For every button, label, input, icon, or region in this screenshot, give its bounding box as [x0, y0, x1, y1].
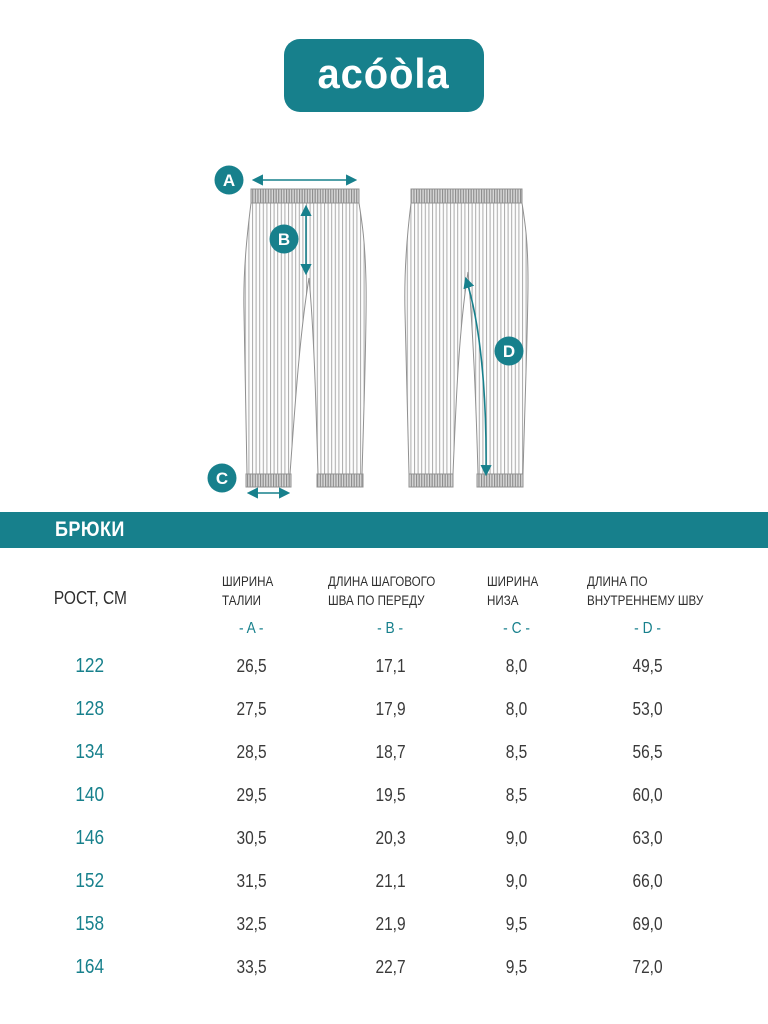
brand-logo	[284, 39, 484, 112]
header-d-line2: ВНУТРЕННЕМУ ШВУ	[586, 593, 704, 608]
value-cell: 8,0	[505, 699, 528, 719]
size-cell: 158	[75, 913, 105, 935]
value-cell: 22,7	[375, 957, 406, 977]
table-row	[0, 860, 768, 903]
size-cell: 128	[75, 698, 105, 720]
value-cell: 28,5	[236, 742, 267, 762]
pants-front-view	[244, 189, 366, 487]
value-cell: 72,0	[632, 957, 663, 977]
header-c-line2: НИЗА	[486, 593, 519, 608]
value-cell: 19,5	[375, 785, 406, 805]
pants-front-waistband	[251, 189, 359, 203]
pants-front-left-cuff	[246, 474, 291, 487]
size-cell: 146	[75, 827, 105, 849]
column-header-d	[586, 572, 720, 612]
table-rows	[0, 645, 768, 989]
value-cell: 33,5	[236, 957, 267, 977]
value-cell: 26,5	[236, 656, 267, 676]
value-cell: 20,3	[375, 828, 406, 848]
value-cell: 18,7	[375, 742, 406, 762]
pants-back-left-cuff	[409, 474, 453, 487]
size-table	[0, 548, 768, 989]
table-letter-row	[0, 612, 768, 645]
column-header-rost: РОСТ, СМ	[53, 588, 127, 608]
label-letter-d: D	[502, 342, 516, 362]
label-letter-a: A	[222, 171, 236, 191]
value-cell: 66,0	[632, 871, 663, 891]
value-cell: 9,5	[505, 914, 528, 934]
header-a-line2: ТАЛИИ	[221, 593, 261, 608]
label-letter-c: C	[215, 469, 229, 489]
value-cell: 17,1	[375, 656, 406, 676]
size-cell: 122	[75, 655, 105, 677]
value-cell: 60,0	[632, 785, 663, 805]
table-row	[0, 817, 768, 860]
table-row	[0, 946, 768, 989]
section-header-bar	[0, 512, 768, 548]
pants-front-body	[244, 203, 366, 474]
label-badge-c	[208, 464, 237, 493]
value-cell: 30,5	[236, 828, 267, 848]
value-cell: 9,5	[505, 957, 528, 977]
value-cell: 21,1	[375, 871, 406, 891]
label-badge-d	[495, 337, 524, 366]
pants-back-waistband	[411, 189, 522, 203]
table-row	[0, 903, 768, 946]
column-header-c	[458, 572, 575, 612]
value-cell: 21,9	[375, 914, 406, 934]
label-badge-b	[270, 225, 299, 254]
table-row	[0, 731, 768, 774]
label-letter-b: B	[277, 230, 291, 250]
letter-cell-c: - C -	[503, 619, 530, 637]
size-cell: 140	[75, 784, 105, 806]
letter-cell-b: - B -	[377, 619, 404, 637]
header-b-line2: ШВА ПО ПЕРЕДУ	[328, 593, 425, 608]
letter-cell-d: - D -	[634, 619, 661, 637]
header-a-line1: ШИРИНА	[221, 574, 273, 589]
table-row	[0, 774, 768, 817]
column-header-b	[323, 572, 458, 612]
value-cell: 49,5	[632, 656, 663, 676]
letter-cell-a: - A -	[239, 619, 264, 637]
table-row	[0, 688, 768, 731]
value-cell: 8,5	[505, 785, 528, 805]
table-row	[0, 645, 768, 688]
label-badge-a	[215, 166, 244, 195]
value-cell: 31,5	[236, 871, 267, 891]
value-cell: 27,5	[236, 699, 267, 719]
value-cell: 69,0	[632, 914, 663, 934]
value-cell: 32,5	[236, 914, 267, 934]
size-cell: 152	[75, 870, 105, 892]
table-header-row	[0, 548, 768, 612]
value-cell: 63,0	[632, 828, 663, 848]
value-cell: 56,5	[632, 742, 663, 762]
pants-measurement-diagram	[0, 160, 768, 510]
value-cell: 9,0	[505, 828, 528, 848]
value-cell: 17,9	[375, 699, 406, 719]
header-c-line1: ШИРИНА	[486, 574, 538, 589]
value-cell: 29,5	[236, 785, 267, 805]
section-title: БРЮКИ	[55, 518, 125, 541]
header-d-line1: ДЛИНА ПО	[586, 574, 648, 589]
size-cell: 164	[75, 956, 105, 978]
pants-front-right-cuff	[317, 474, 363, 487]
pants-back-right-cuff	[477, 474, 523, 487]
brand-logo-text: acóòla	[317, 49, 451, 97]
size-cell: 134	[75, 741, 105, 763]
value-cell: 8,0	[505, 656, 528, 676]
value-cell: 8,5	[505, 742, 528, 762]
value-cell: 9,0	[505, 871, 528, 891]
value-cell: 53,0	[632, 699, 663, 719]
column-header-a	[180, 572, 323, 612]
header-b-line1: ДЛИНА ШАГОВОГО	[328, 574, 436, 589]
